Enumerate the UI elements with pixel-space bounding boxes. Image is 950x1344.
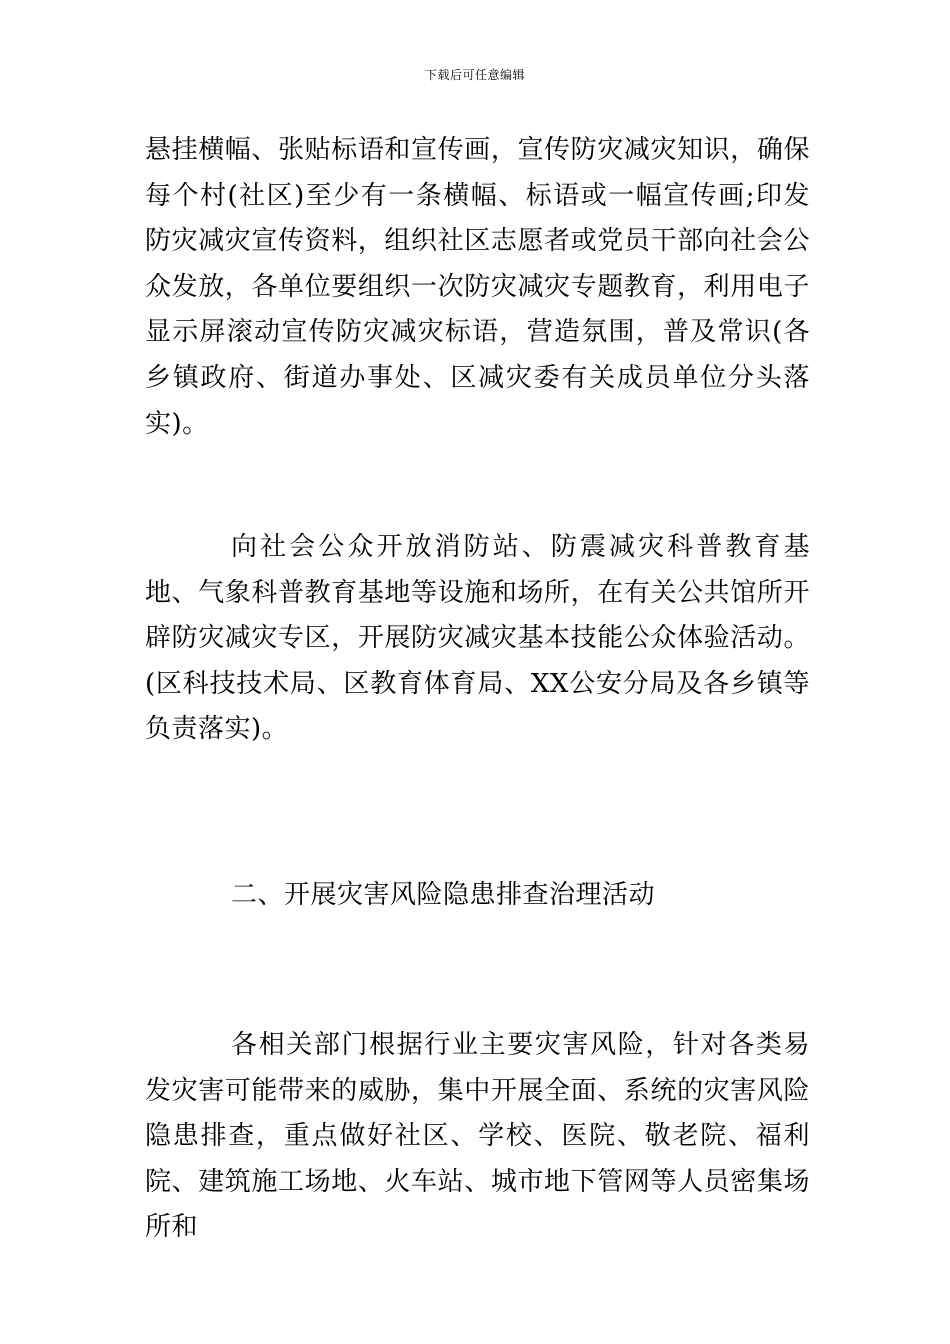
page-header: 下载后可任意编辑: [424, 68, 525, 82]
paragraph-open-facilities: 向社会公众开放消防站、防震减灾科普教育基地、气象科普教育基地等设施和场所，在有关公共馆所开辟防灾减灾专区，开展防灾减灾基本技能公众体验活动。(区科技技术局、区教育体育局、XX公安分局及各乡镇等负责落实)。: [145, 532, 810, 745]
paragraph-publicity: 悬挂横幅、张贴标语和宣传画，宣传防灾减灾知识，确保每个村(社区)至少有一条横幅、标语或一幅宣传画;印发防灾减灾宣传资料，组织社区志愿者或党员干部向社会公众发放，各单位要组织一次防灾减灾专题教育，利用电子显示屏滚动宣传防灾减灾标语，营造氛围，普及常识(各乡镇政府、街道办事处、区减灾委有关成员单位分头落实)。: [145, 135, 810, 439]
section-heading: 二、开展灾害风险隐患排查治理活动: [231, 880, 656, 910]
paragraph-risk-inspection: 各相关部门根据行业主要灾害风险，针对各类易发灾害可能带来的威胁，集中开展全面、系统的灾害风险隐患排查，重点做好社区、学校、医院、敬老院、福利院、建筑施工场地、火车站、城市地下管网等人员密集场所和: [145, 1030, 810, 1243]
